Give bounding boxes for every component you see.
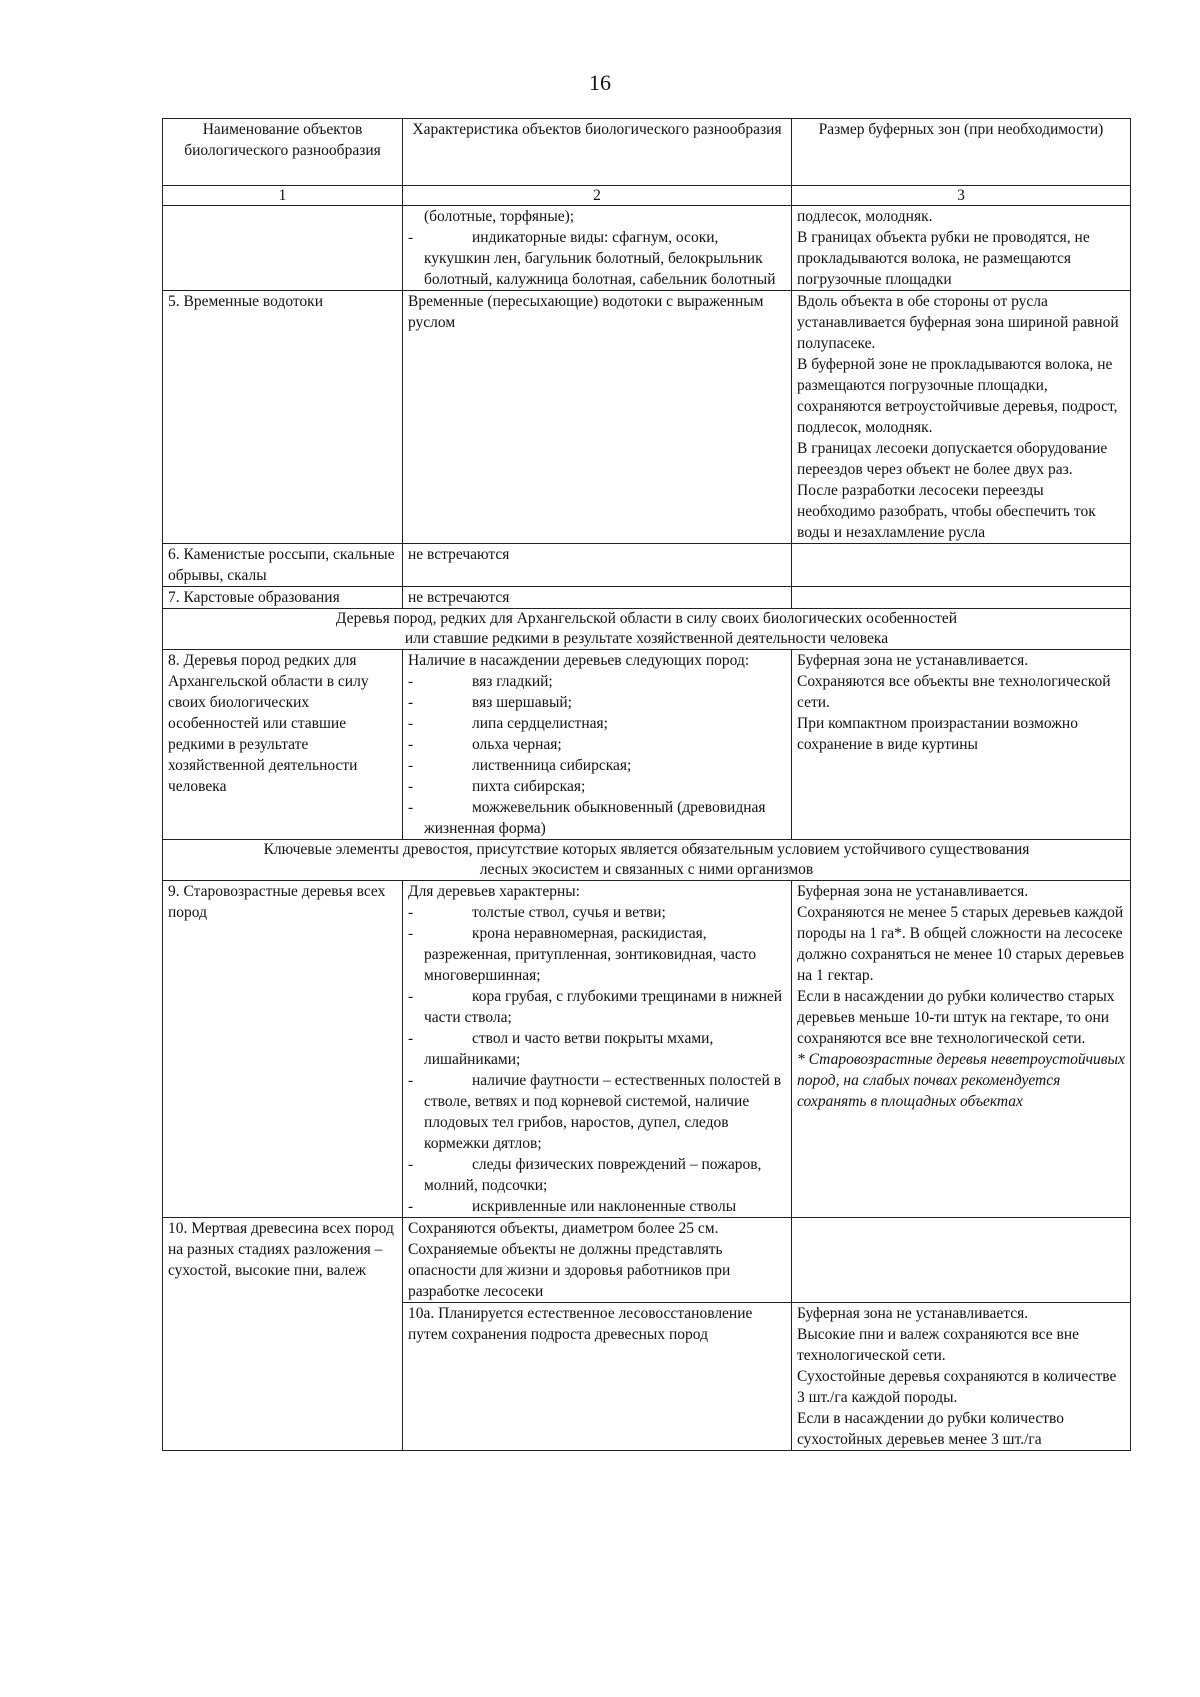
cell-buffer-zone: Буферная зона не устанавливается. Сохраняются все объекты вне технологической сети. При компактном произрастании возможно сохранение в виде куртины <box>792 650 1131 840</box>
column-number: 2 <box>403 186 792 206</box>
list-item: - следы физических повреждений – пожаров, молний, подсочки; <box>408 1154 786 1196</box>
section-heading: Ключевые элементы древостоя, присутствие которых является обязательным условием устойчивого существования лесных экосистем и связанных с ними организмов <box>163 840 1131 881</box>
list-item: - вяз гладкий; <box>408 671 786 692</box>
table-row-6 <box>163 544 1131 587</box>
table-row-7 <box>163 587 1131 609</box>
section-heading: Деревья пород, редких для Архангельской области в силу своих биологических особенностей или ставшие редкими в результате хозяйственной деятельности человека <box>163 609 1131 650</box>
cell-empty <box>792 544 1131 587</box>
cell-object-name: 6. Каменистые россыпи, скальные обрывы, скалы <box>163 544 403 587</box>
list-item: - пихта сибирская; <box>408 776 786 797</box>
list-item: - ствол и часто ветви покрыты мхами, лишайниками; <box>408 1028 786 1070</box>
list-item: - искривленные или наклоненные стволы <box>408 1196 786 1217</box>
column-number: 1 <box>163 186 403 206</box>
table-row-8 <box>163 650 1131 840</box>
column-numbers-row <box>163 186 1131 206</box>
header-col1: Наименование объектов биологического разнообразия <box>163 119 403 186</box>
cell-characteristics: не встречаются <box>403 587 792 609</box>
column-number: 3 <box>792 186 1131 206</box>
cell-object-name: 7. Карстовые образования <box>163 587 403 609</box>
list-item: - вяз шершавый; <box>408 692 786 713</box>
list-item: - кора грубая, с глубокими трещинами в нижней части ствола; <box>408 986 786 1028</box>
cell-characteristics: не встречаются <box>403 544 792 587</box>
table-row-5 <box>163 291 1131 544</box>
cell-characteristics <box>403 881 792 1218</box>
biodiversity-table <box>162 118 1131 1451</box>
cell-empty <box>792 587 1131 609</box>
list-item: - крона неравномерная, раскидистая, разреженная, притупленная, зонтиковидная, часто многовершинная; <box>408 923 786 986</box>
cell-buffer-zone: подлесок, молодняк. В границах объекта рубки не проводятся, не прокладываются волока, не размещаются погрузочные площадки <box>792 206 1131 291</box>
table-row-9 <box>163 881 1131 1218</box>
cell-characteristics: Сохраняются объекты, диаметром более 25 см. Сохраняемые объекты не должны представлять опасности для жизни и здоровья работников при разработке лесосеки <box>403 1218 792 1303</box>
dash-list <box>408 902 786 1217</box>
cell-characteristics: Временные (пересыхающие) водотоки с выраженным руслом <box>403 291 792 544</box>
list-item: - можжевельник обыкновенный (древовидная жизненная форма) <box>408 797 786 839</box>
list-item: - наличие фаутности – естественных полостей в стволе, ветвях и под корневой системой, наличие плодовых тел грибов, наростов, дупел, следов кормежки дятлов; <box>408 1070 786 1154</box>
cell-characteristics: 10а. Планируется естественное лесовосстановление путем сохранения подроста древесных пород <box>403 1303 792 1451</box>
section-heading-row <box>163 609 1131 650</box>
list-item: - ольха черная; <box>408 734 786 755</box>
cell-empty <box>163 206 403 291</box>
table-row-continuation <box>163 206 1131 291</box>
cell-object-name: 10. Мертвая древесина всех пород на разных стадиях разложения – сухостой, высокие пни, валеж <box>163 1218 403 1451</box>
list-item: - индикаторные виды: сфагнум, осоки, кукушкин лен, багульник болотный, белокрыльник болотный, калужница болотная, сабельник болотный <box>408 227 786 290</box>
list-item: - толстые ствол, сучья и ветви; <box>408 902 786 923</box>
cell-object-name: 9. Старовозрастные деревья всех пород <box>163 881 403 1218</box>
cell-buffer-zone: Буферная зона не устанавливается. Высокие пни и валеж сохраняются все вне технологической сети. Сухостойные деревья сохраняются в количестве 3 шт./га каждой породы. Если в насаждении до рубки количество сухостойных деревьев менее 3 шт./га <box>792 1303 1131 1451</box>
page-number: 16 <box>589 70 611 95</box>
table-header-row <box>163 119 1131 186</box>
cell-text: Буферная зона не устанавливается. Сохраняются не менее 5 старых деревьев каждой породы на 1 га*. В общей сложности на лесосеке должно сохраняться не менее 10 старых деревьев на 1 гектар. Если в насаждении до рубки количество старых деревьев меньше 10-ти штук на гектаре, то они сохраняются все вне технологической сети. <box>797 883 1125 1047</box>
cell-empty <box>792 1218 1131 1303</box>
list-item: - лиственница сибирская; <box>408 755 786 776</box>
section-heading-row <box>163 840 1131 881</box>
dash-list <box>408 671 786 839</box>
cell-buffer-zone <box>792 881 1131 1218</box>
cell-object-name: 5. Временные водотоки <box>163 291 403 544</box>
cell-text: Наличие в насаждении деревьев следующих пород: <box>408 652 750 669</box>
cell-object-name: 8. Деревья пород редких для Архангельской области в силу своих биологических особенностей или ставшие редкими в результате хозяйственной деятельности человека <box>163 650 403 840</box>
cell-text: Для деревьев характерны: <box>408 883 580 900</box>
header-col3: Размер буферных зон (при необходимости) <box>792 119 1131 186</box>
dash-list <box>408 227 786 290</box>
cell-characteristics <box>403 206 792 291</box>
header-col2: Характеристика объектов биологического разнообразия <box>403 119 792 186</box>
cell-buffer-zone: Вдоль объекта в обе стороны от русла устанавливается буферная зона шириной равной полупасеке. В буферной зоне не прокладываются волока, не размещаются погрузочные площадки, сохраняются ветроустойчивые деревья, подрост, подлесок, молодняк. В границах лесоеки допускается оборудование переездов через объект не более двух раз. После разработки лесосеки переезды необходимо разобрать, чтобы обеспечить ток воды и незахламление русла <box>792 291 1131 544</box>
footnote-text: * Старовозрастные деревья неветроустойчивых пород, на слабых почвах рекомендуется сохранять в площадных объектах <box>797 1051 1125 1110</box>
table-row-10 <box>163 1218 1131 1303</box>
list-item: - липа сердцелистная; <box>408 713 786 734</box>
cell-characteristics <box>403 650 792 840</box>
cell-text: (болотные, торфяные); <box>424 208 575 225</box>
